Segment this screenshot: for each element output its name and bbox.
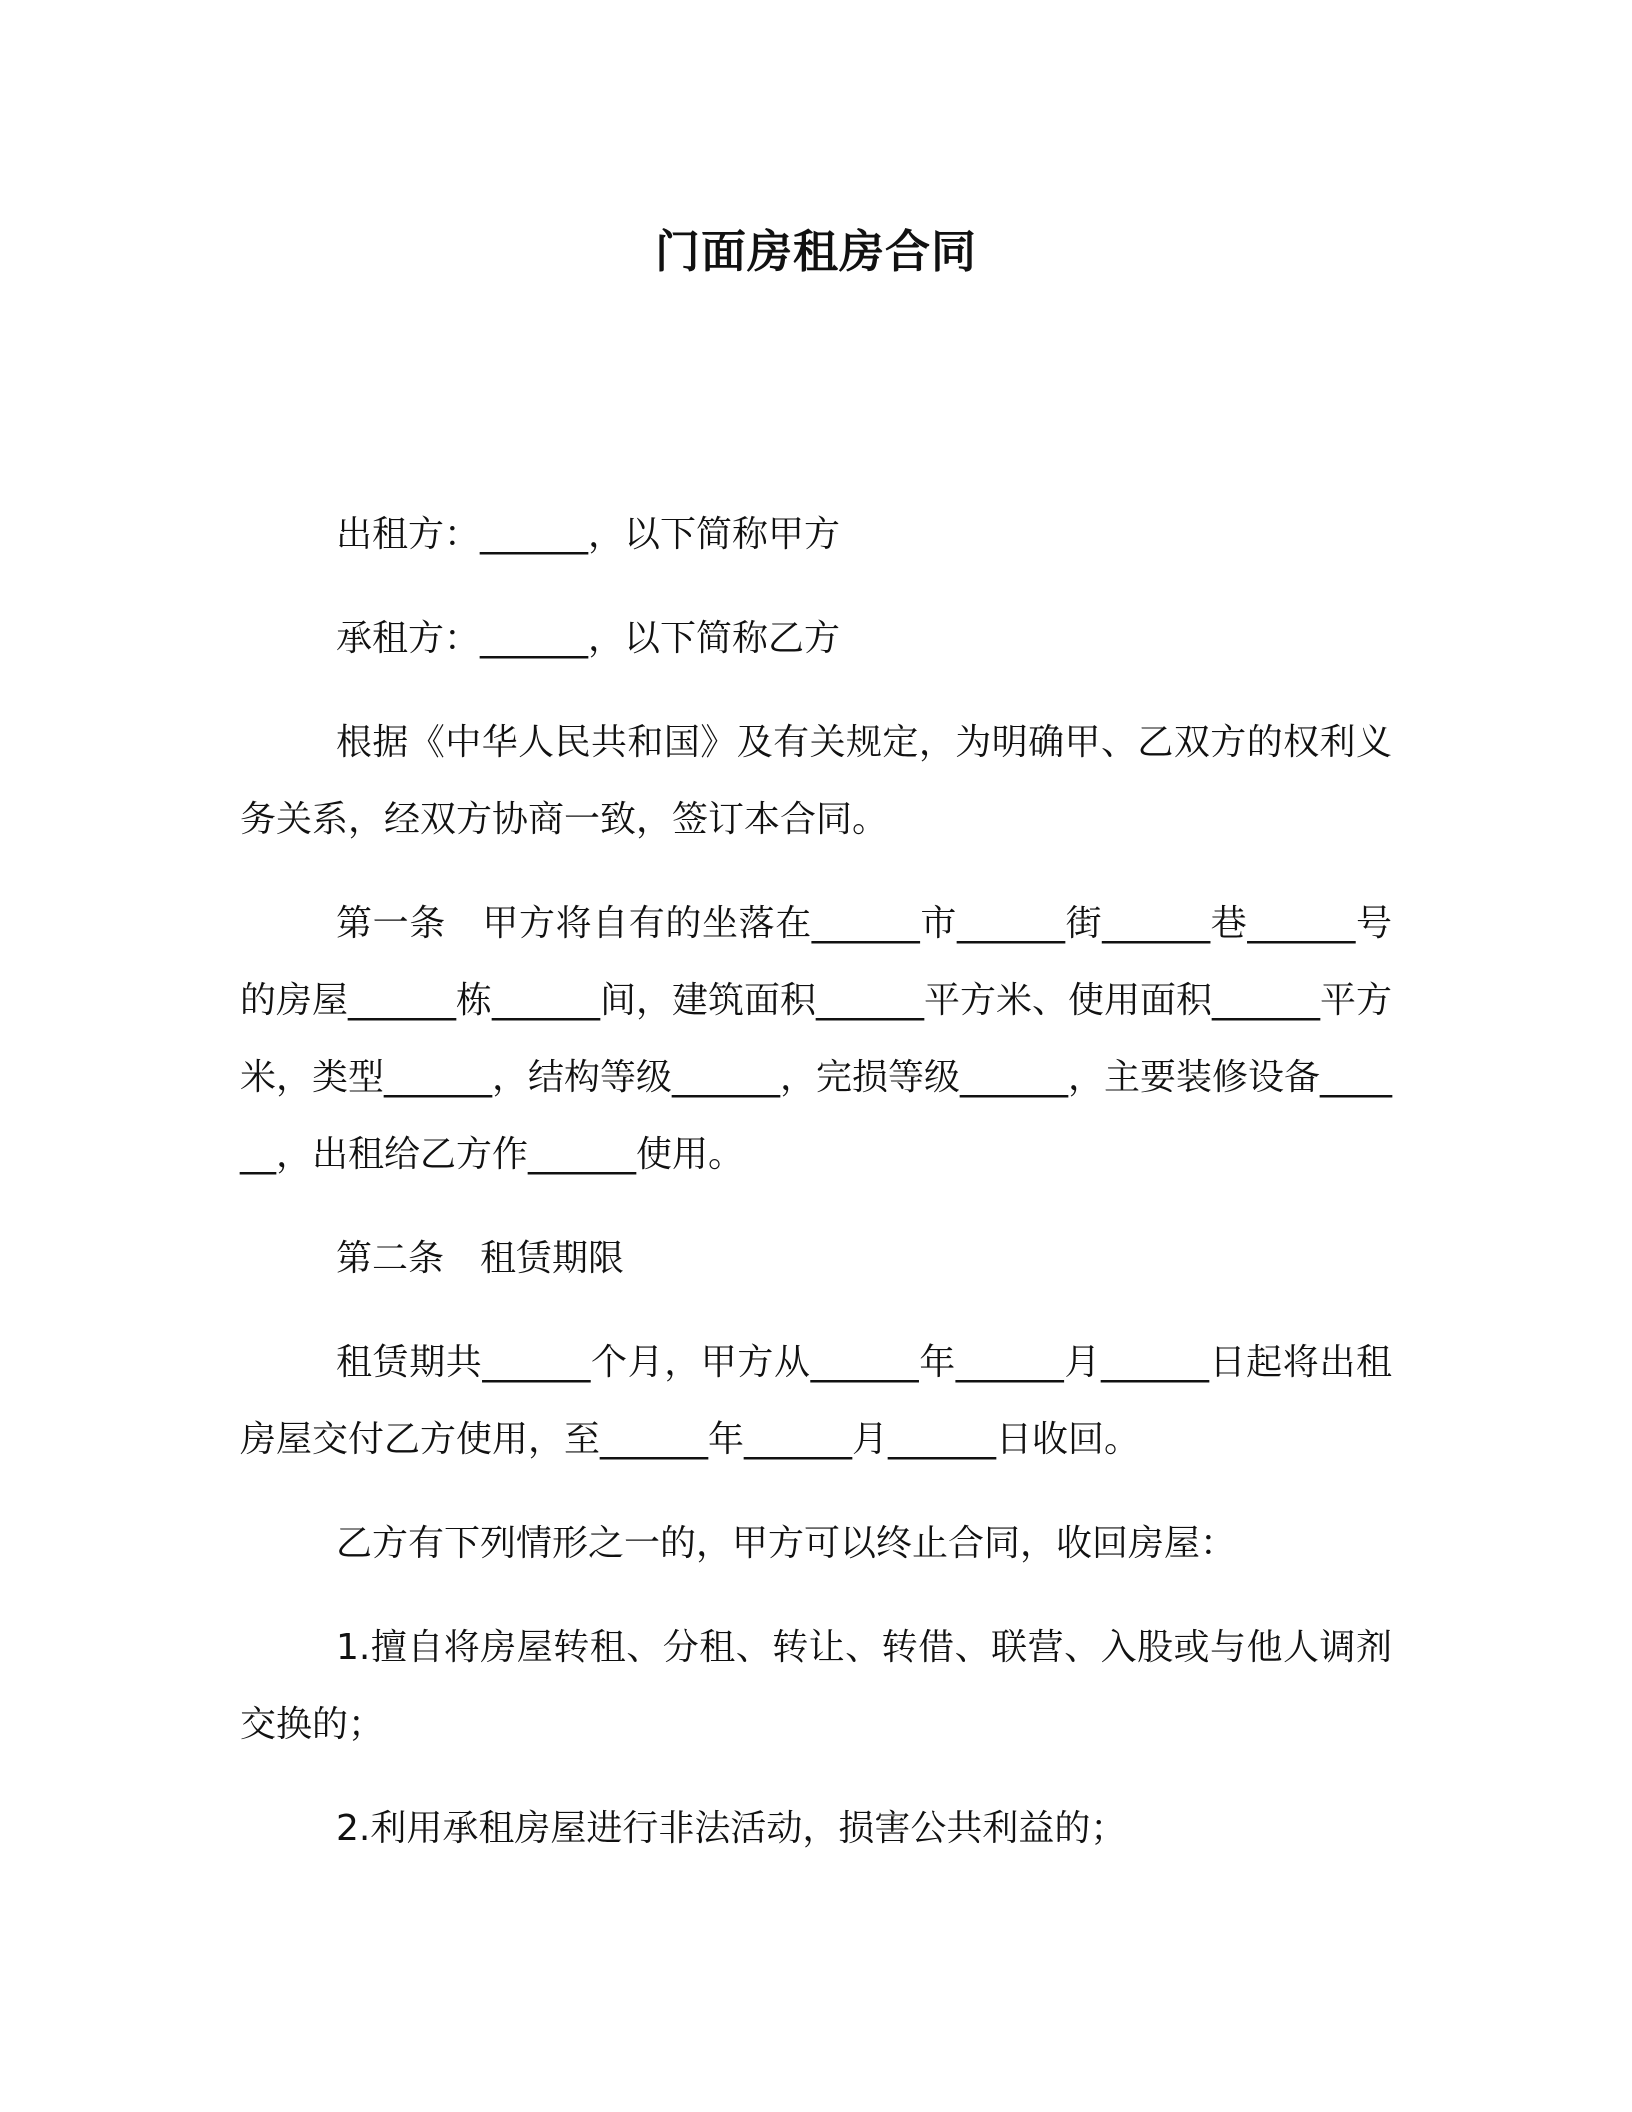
termination-item-2: 2.利用承租房屋进行非法活动，损害公共利益的；: [336, 1808, 1127, 1849]
termination-intro-paragraph: 乙方有下列情形之一的，甲方可以终止合同，收回房屋：: [336, 1523, 1237, 1564]
lessor-line: 出租方：______，以下简称甲方: [336, 514, 841, 555]
lease-term-paragraph: 租赁期共______个月，甲方从______年______月______日起将出租房屋交付乙方使用，至______年______月______日收回。: [240, 1342, 1392, 1460]
preamble-paragraph: 根据《中华人民共和国》及有关规定，为明确甲、乙双方的权利义务关系，经双方协商一致，签订本合同。: [240, 722, 1392, 840]
termination-item-1: 1.擅自将房屋转租、分租、转让、转借、联营、入股或与他人调剂交换的；: [240, 1627, 1392, 1745]
article-two-heading: 第二条 租赁期限: [336, 1238, 625, 1279]
lessee-line: 承租方：______，以下简称乙方: [336, 618, 841, 659]
document-title: 门面房租房合同: [654, 225, 977, 278]
document-body: [240, 496, 1392, 1894]
article-one-paragraph: 第一条 甲方将自有的坐落在______市______街______巷______号的房屋______栋______间，建筑面积______平方米、使用面积______平方米，类型______，结构等级______，完损等级______，主要装修设备______，出租给乙方作______使用。: [240, 903, 1393, 1175]
